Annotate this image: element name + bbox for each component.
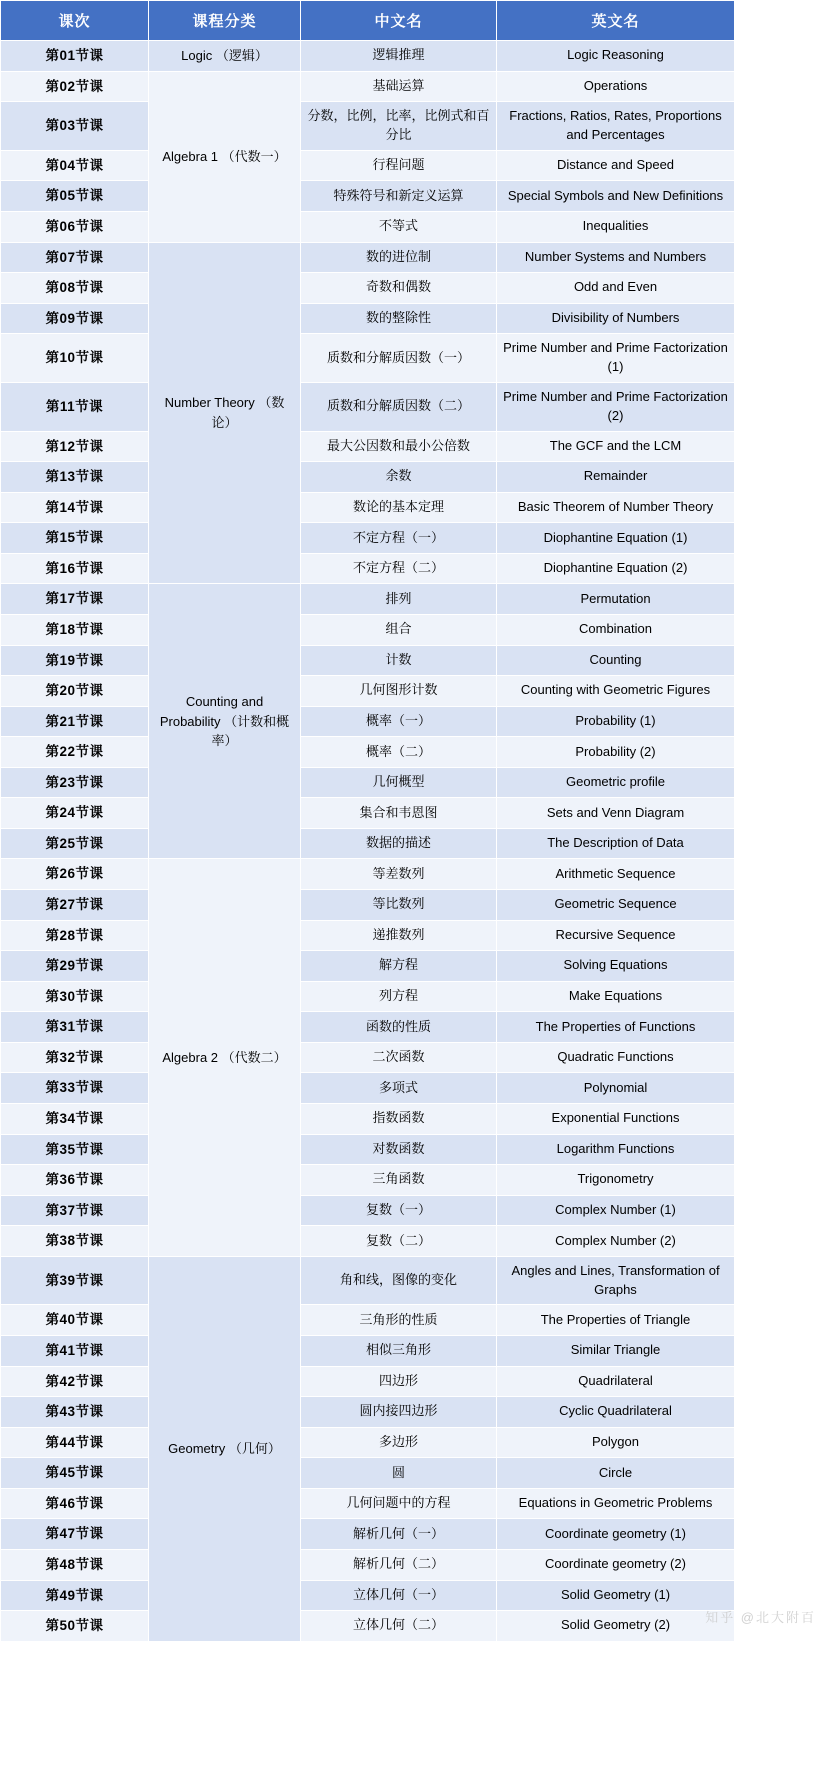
cell-english-name: Logic Reasoning (497, 41, 735, 72)
cell-english-name: Diophantine Equation (2) (497, 553, 735, 584)
cell-lesson: 第49节课 (1, 1580, 149, 1611)
cell-lesson: 第30节课 (1, 981, 149, 1012)
cell-chinese-name: 指数函数 (301, 1103, 497, 1134)
cell-lesson: 第17节课 (1, 584, 149, 615)
cell-english-name: The Properties of Functions (497, 1012, 735, 1043)
cell-english-name: Divisibility of Numbers (497, 303, 735, 334)
cell-english-name: The Description of Data (497, 828, 735, 859)
cell-lesson: 第40节课 (1, 1305, 149, 1336)
cell-english-name: Solid Geometry (1) (497, 1580, 735, 1611)
column-header-chinese-name: 中文名 (301, 1, 497, 41)
table-row (1, 767, 735, 798)
cell-english-name: Solving Equations (497, 951, 735, 982)
cell-lesson: 第42节课 (1, 1366, 149, 1397)
cell-lesson: 第39节课 (1, 1256, 149, 1305)
cell-lesson: 第29节课 (1, 951, 149, 982)
table-row (1, 553, 735, 584)
cell-chinese-name: 排列 (301, 584, 497, 615)
table-row (1, 1134, 735, 1165)
table-header (1, 1, 735, 41)
cell-lesson: 第12节课 (1, 431, 149, 462)
cell-chinese-name: 二次函数 (301, 1042, 497, 1073)
table-row (1, 1427, 735, 1458)
table-row (1, 981, 735, 1012)
table-row (1, 859, 735, 890)
table-row (1, 1042, 735, 1073)
cell-lesson: 第46节课 (1, 1488, 149, 1519)
cell-lesson: 第10节课 (1, 334, 149, 383)
column-header-lesson: 课次 (1, 1, 149, 41)
cell-english-name: The Properties of Triangle (497, 1305, 735, 1336)
cell-chinese-name: 四边形 (301, 1366, 497, 1397)
table-row (1, 645, 735, 676)
cell-chinese-name: 数据的描述 (301, 828, 497, 859)
cell-chinese-name: 组合 (301, 614, 497, 645)
cell-chinese-name: 特殊符号和新定义运算 (301, 181, 497, 212)
cell-category: Number Theory （数论） (149, 242, 301, 584)
cell-chinese-name: 等比数列 (301, 890, 497, 921)
table-row (1, 737, 735, 768)
table-row (1, 1305, 735, 1336)
cell-english-name: Probability (2) (497, 737, 735, 768)
table-row (1, 1256, 735, 1305)
cell-chinese-name: 圆内接四边形 (301, 1397, 497, 1428)
table-row (1, 1226, 735, 1257)
cell-chinese-name: 不定方程（一） (301, 523, 497, 554)
table-row (1, 523, 735, 554)
cell-english-name: Probability (1) (497, 706, 735, 737)
cell-chinese-name: 计数 (301, 645, 497, 676)
cell-chinese-name: 三角函数 (301, 1165, 497, 1196)
cell-chinese-name: 集合和韦恩图 (301, 798, 497, 829)
cell-lesson: 第41节课 (1, 1336, 149, 1367)
cell-chinese-name: 行程问题 (301, 150, 497, 181)
cell-chinese-name: 角和线，图像的变化 (301, 1256, 497, 1305)
column-header-category: 课程分类 (149, 1, 301, 41)
table-row (1, 1549, 735, 1580)
table-row (1, 431, 735, 462)
cell-english-name: Complex Number (1) (497, 1195, 735, 1226)
cell-english-name: Special Symbols and New Definitions (497, 181, 735, 212)
table-row (1, 273, 735, 304)
cell-lesson: 第36节课 (1, 1165, 149, 1196)
cell-chinese-name: 立体几何（一） (301, 1580, 497, 1611)
cell-lesson: 第26节课 (1, 859, 149, 890)
cell-chinese-name: 基础运算 (301, 71, 497, 102)
cell-lesson: 第03节课 (1, 102, 149, 151)
cell-chinese-name: 三角形的性质 (301, 1305, 497, 1336)
cell-chinese-name: 分数，比例，比率，比例式和百分比 (301, 102, 497, 151)
cell-english-name: Make Equations (497, 981, 735, 1012)
cell-lesson: 第43节课 (1, 1397, 149, 1428)
cell-category: Counting and Probability （计数和概率） (149, 584, 301, 859)
table-row (1, 492, 735, 523)
cell-lesson: 第34节课 (1, 1103, 149, 1134)
cell-english-name: Complex Number (2) (497, 1226, 735, 1257)
cell-lesson: 第48节课 (1, 1549, 149, 1580)
cell-lesson: 第06节课 (1, 211, 149, 242)
cell-english-name: Coordinate geometry (1) (497, 1519, 735, 1550)
table-body (1, 41, 735, 1642)
cell-lesson: 第23节课 (1, 767, 149, 798)
cell-lesson: 第33节课 (1, 1073, 149, 1104)
table-row (1, 951, 735, 982)
cell-chinese-name: 解析几何（一） (301, 1519, 497, 1550)
cell-english-name: Logarithm Functions (497, 1134, 735, 1165)
cell-chinese-name: 数的整除性 (301, 303, 497, 334)
cell-english-name: Angles and Lines, Transformation of Graphs (497, 1256, 735, 1305)
cell-lesson: 第16节课 (1, 553, 149, 584)
cell-english-name: Inequalities (497, 211, 735, 242)
cell-lesson: 第21节课 (1, 706, 149, 737)
cell-lesson: 第11节课 (1, 382, 149, 431)
cell-lesson: 第45节课 (1, 1458, 149, 1489)
cell-english-name: Solid Geometry (2) (497, 1611, 735, 1642)
cell-chinese-name: 概率（二） (301, 737, 497, 768)
table-row (1, 614, 735, 645)
cell-chinese-name: 数论的基本定理 (301, 492, 497, 523)
cell-chinese-name: 概率（一） (301, 706, 497, 737)
table-row (1, 242, 735, 273)
cell-lesson: 第37节课 (1, 1195, 149, 1226)
cell-english-name: Counting with Geometric Figures (497, 676, 735, 707)
column-header-english-name: 英文名 (497, 1, 735, 41)
cell-english-name: Fractions, Ratios, Rates, Proportions and Percentages (497, 102, 735, 151)
cell-english-name: Polynomial (497, 1073, 735, 1104)
cell-chinese-name: 质数和分解质因数（二） (301, 382, 497, 431)
table-row (1, 1488, 735, 1519)
cell-lesson: 第04节课 (1, 150, 149, 181)
cell-lesson: 第44节课 (1, 1427, 149, 1458)
cell-chinese-name: 相似三角形 (301, 1336, 497, 1367)
cell-lesson: 第13节课 (1, 462, 149, 493)
cell-english-name: Distance and Speed (497, 150, 735, 181)
cell-english-name: Permutation (497, 584, 735, 615)
cell-chinese-name: 圆 (301, 1458, 497, 1489)
cell-chinese-name: 质数和分解质因数（一） (301, 334, 497, 383)
cell-chinese-name: 对数函数 (301, 1134, 497, 1165)
cell-category: Logic （逻辑） (149, 41, 301, 72)
table-row (1, 462, 735, 493)
table-row (1, 1165, 735, 1196)
cell-chinese-name: 解方程 (301, 951, 497, 982)
cell-lesson: 第18节课 (1, 614, 149, 645)
cell-english-name: Prime Number and Prime Factorization (2) (497, 382, 735, 431)
table-row (1, 920, 735, 951)
cell-lesson: 第31节课 (1, 1012, 149, 1043)
table-row (1, 102, 735, 151)
cell-lesson: 第09节课 (1, 303, 149, 334)
cell-english-name: The GCF and the LCM (497, 431, 735, 462)
table-row (1, 1195, 735, 1226)
table-row (1, 828, 735, 859)
cell-english-name: Cyclic Quadrilateral (497, 1397, 735, 1428)
table-row (1, 1397, 735, 1428)
cell-lesson: 第25节课 (1, 828, 149, 859)
watermark: 知乎 @北大附百 (705, 1609, 816, 1625)
table-row (1, 382, 735, 431)
table-row (1, 798, 735, 829)
cell-english-name: Remainder (497, 462, 735, 493)
table-row (1, 890, 735, 921)
cell-english-name: Counting (497, 645, 735, 676)
cell-english-name: Prime Number and Prime Factorization (1) (497, 334, 735, 383)
cell-english-name: Quadrilateral (497, 1366, 735, 1397)
cell-lesson: 第19节课 (1, 645, 149, 676)
cell-chinese-name: 解析几何（二） (301, 1549, 497, 1580)
cell-english-name: Recursive Sequence (497, 920, 735, 951)
table-row (1, 1366, 735, 1397)
cell-english-name: Quadratic Functions (497, 1042, 735, 1073)
cell-chinese-name: 最大公因数和最小公倍数 (301, 431, 497, 462)
cell-chinese-name: 等差数列 (301, 859, 497, 890)
cell-english-name: Combination (497, 614, 735, 645)
cell-chinese-name: 逻辑推理 (301, 41, 497, 72)
cell-category: Algebra 2 （代数二） (149, 859, 301, 1256)
table-row (1, 1103, 735, 1134)
cell-category: Algebra 1 （代数一） (149, 71, 301, 242)
cell-lesson: 第38节课 (1, 1226, 149, 1257)
cell-lesson: 第24节课 (1, 798, 149, 829)
cell-lesson: 第35节课 (1, 1134, 149, 1165)
cell-english-name: Similar Triangle (497, 1336, 735, 1367)
table-row (1, 1611, 735, 1642)
cell-chinese-name: 复数（二） (301, 1226, 497, 1257)
table-row (1, 1580, 735, 1611)
cell-lesson: 第02节课 (1, 71, 149, 102)
cell-lesson: 第47节课 (1, 1519, 149, 1550)
cell-english-name: Exponential Functions (497, 1103, 735, 1134)
cell-english-name: Coordinate geometry (2) (497, 1549, 735, 1580)
cell-lesson: 第07节课 (1, 242, 149, 273)
cell-chinese-name: 多边形 (301, 1427, 497, 1458)
table-row (1, 1012, 735, 1043)
cell-english-name: Trigonometry (497, 1165, 735, 1196)
table-row (1, 706, 735, 737)
table-row (1, 181, 735, 212)
cell-lesson: 第20节课 (1, 676, 149, 707)
cell-lesson: 第15节课 (1, 523, 149, 554)
cell-lesson: 第08节课 (1, 273, 149, 304)
cell-lesson: 第01节课 (1, 41, 149, 72)
cell-english-name: Basic Theorem of Number Theory (497, 492, 735, 523)
cell-lesson: 第32节课 (1, 1042, 149, 1073)
cell-lesson: 第14节课 (1, 492, 149, 523)
cell-english-name: Geometric Sequence (497, 890, 735, 921)
table-row (1, 676, 735, 707)
table-row (1, 584, 735, 615)
table-row (1, 211, 735, 242)
cell-chinese-name: 奇数和偶数 (301, 273, 497, 304)
cell-chinese-name: 立体几何（二） (301, 1611, 497, 1642)
cell-chinese-name: 多项式 (301, 1073, 497, 1104)
cell-lesson: 第22节课 (1, 737, 149, 768)
cell-category: Geometry （几何） (149, 1256, 301, 1641)
cell-english-name: Odd and Even (497, 273, 735, 304)
cell-english-name: Diophantine Equation (1) (497, 523, 735, 554)
cell-chinese-name: 余数 (301, 462, 497, 493)
cell-english-name: Sets and Venn Diagram (497, 798, 735, 829)
cell-chinese-name: 列方程 (301, 981, 497, 1012)
cell-chinese-name: 几何概型 (301, 767, 497, 798)
table-row (1, 1458, 735, 1489)
cell-chinese-name: 递推数列 (301, 920, 497, 951)
table-row (1, 334, 735, 383)
table-row (1, 1336, 735, 1367)
cell-chinese-name: 几何图形计数 (301, 676, 497, 707)
table-row (1, 1519, 735, 1550)
cell-english-name: Operations (497, 71, 735, 102)
cell-english-name: Number Systems and Numbers (497, 242, 735, 273)
table-row (1, 71, 735, 102)
cell-english-name: Polygon (497, 1427, 735, 1458)
cell-lesson: 第27节课 (1, 890, 149, 921)
cell-lesson: 第50节课 (1, 1611, 149, 1642)
cell-chinese-name: 复数（一） (301, 1195, 497, 1226)
cell-lesson: 第28节课 (1, 920, 149, 951)
cell-chinese-name: 几何问题中的方程 (301, 1488, 497, 1519)
cell-chinese-name: 函数的性质 (301, 1012, 497, 1043)
cell-english-name: Geometric profile (497, 767, 735, 798)
table-row (1, 1073, 735, 1104)
cell-english-name: Equations in Geometric Problems (497, 1488, 735, 1519)
table-row (1, 41, 735, 72)
cell-lesson: 第05节课 (1, 181, 149, 212)
header-row (1, 1, 735, 41)
table-row (1, 150, 735, 181)
cell-chinese-name: 数的进位制 (301, 242, 497, 273)
cell-english-name: Circle (497, 1458, 735, 1489)
table-row (1, 303, 735, 334)
cell-chinese-name: 不等式 (301, 211, 497, 242)
cell-english-name: Arithmetic Sequence (497, 859, 735, 890)
cell-chinese-name: 不定方程（二） (301, 553, 497, 584)
